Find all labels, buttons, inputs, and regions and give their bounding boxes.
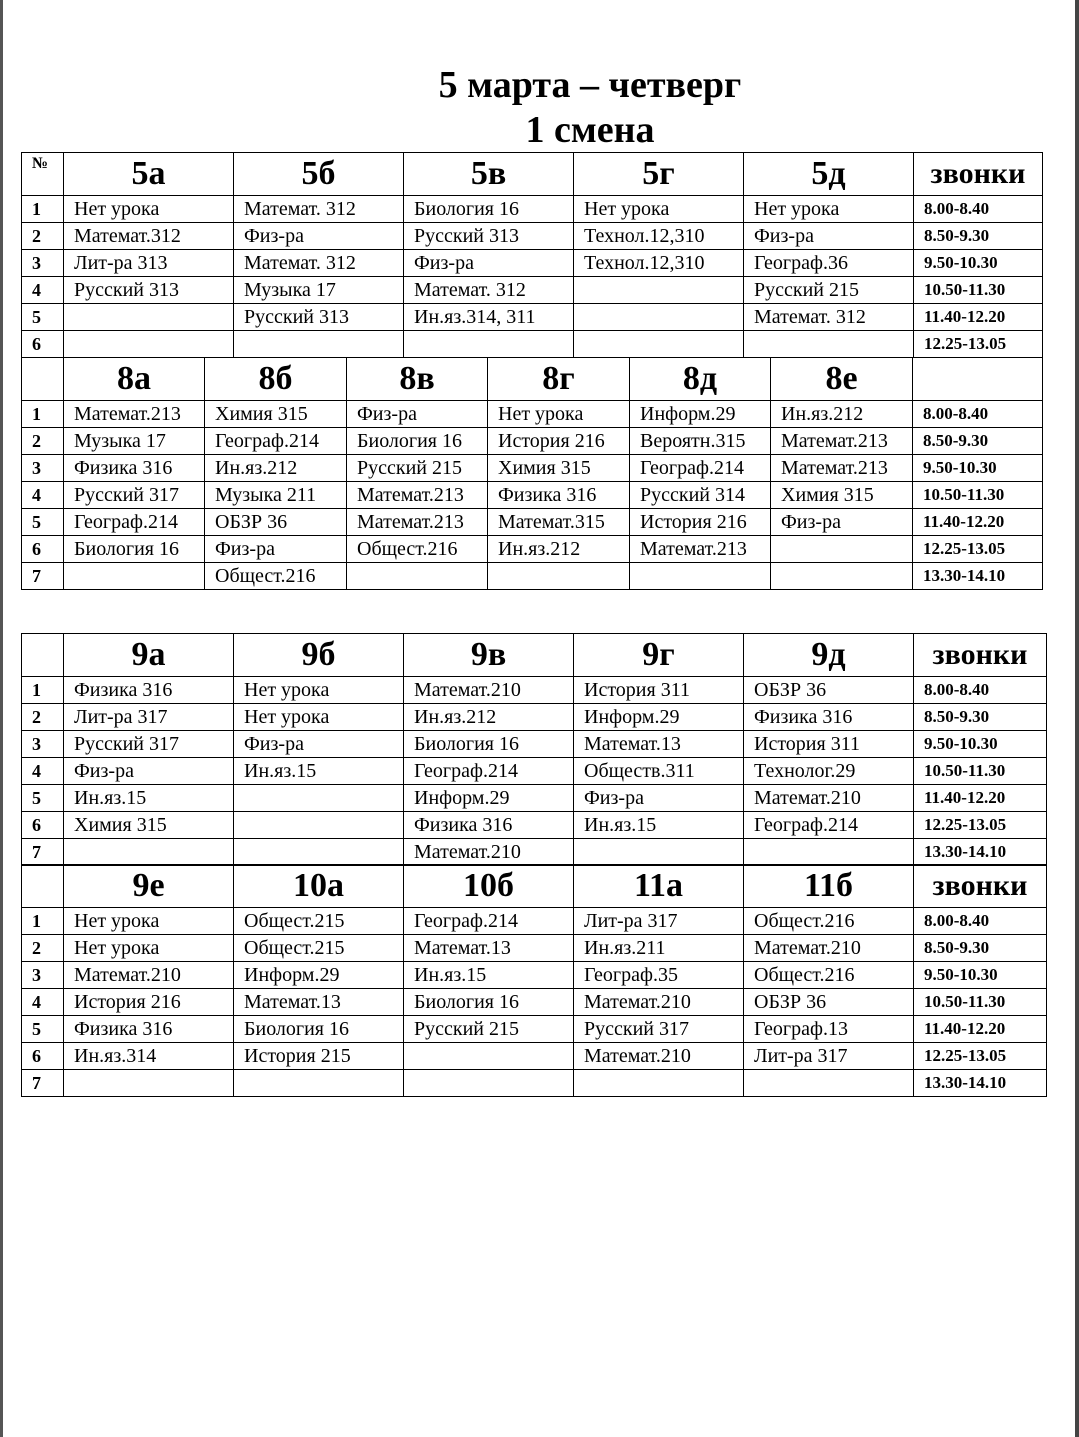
page-title: 5 марта – четверг [438, 64, 742, 106]
bell-time: 8.00-8.40 [913, 401, 1043, 428]
lesson-cell [234, 331, 404, 358]
lesson-row [22, 304, 1043, 331]
lesson-cell: Нет урока [234, 677, 404, 704]
lesson-number: 6 [22, 331, 64, 358]
lesson-cell: Математ.213 [630, 536, 771, 563]
lesson-cell: Ин.яз.212 [205, 455, 347, 482]
lesson-number: 4 [22, 758, 64, 785]
lesson-cell: Лит-ра 317 [744, 1043, 914, 1070]
lesson-cell: Биология 16 [404, 989, 574, 1016]
header-row [22, 153, 1043, 196]
lesson-cell: Ин.яз.314, 311 [404, 304, 574, 331]
lesson-cell: Биология 16 [404, 196, 574, 223]
page-edge-left [0, 0, 3, 1437]
lesson-cell: Музыка 17 [64, 428, 205, 455]
lesson-cell [64, 331, 234, 358]
lesson-cell: Физика 316 [744, 704, 914, 731]
lesson-cell [64, 1070, 234, 1097]
lesson-cell: Русский 314 [630, 482, 771, 509]
bell-time: 9.50-10.30 [913, 455, 1043, 482]
lesson-cell: Математ.210 [574, 1043, 744, 1070]
lesson-cell [234, 1070, 404, 1097]
lesson-cell: Общест.216 [744, 962, 914, 989]
number-header-cell [22, 634, 64, 677]
lesson-number: 7 [22, 839, 64, 866]
lesson-row [22, 758, 1047, 785]
lesson-cell [771, 563, 913, 590]
lesson-row [22, 455, 1043, 482]
lesson-cell: Математ.213 [771, 455, 913, 482]
class-header-cell: 8в [347, 358, 488, 401]
lesson-cell: Географ.214 [205, 428, 347, 455]
lesson-cell: Математ. 312 [234, 196, 404, 223]
lesson-row [22, 250, 1043, 277]
lesson-cell: Биология 16 [404, 731, 574, 758]
lesson-cell: Математ. 312 [404, 277, 574, 304]
lesson-cell: Математ.312 [64, 223, 234, 250]
lesson-cell: Физика 316 [64, 1016, 234, 1043]
lesson-row [22, 935, 1047, 962]
lesson-number: 4 [22, 277, 64, 304]
lesson-cell: Физика 316 [404, 812, 574, 839]
bell-time: 9.50-10.30 [914, 731, 1047, 758]
lesson-cell: Лит-ра 317 [64, 704, 234, 731]
class-header-cell: 10б [404, 865, 574, 908]
lesson-number: 7 [22, 1070, 64, 1097]
lesson-cell [64, 304, 234, 331]
page-subtitle: 1 смена [525, 109, 655, 151]
lesson-cell: Музыка 17 [234, 277, 404, 304]
lesson-number: 2 [22, 223, 64, 250]
lesson-cell: Химия 315 [771, 482, 913, 509]
lesson-cell: Математ. 312 [744, 304, 914, 331]
bell-time: 9.50-10.30 [914, 962, 1047, 989]
lesson-cell: Математ.13 [404, 935, 574, 962]
class-header-cell: 9е [64, 865, 234, 908]
lesson-cell: Музыка 211 [205, 482, 347, 509]
class-header-cell: 11б [744, 865, 914, 908]
lesson-cell [234, 812, 404, 839]
class-header-cell: 8а [64, 358, 205, 401]
lesson-cell [574, 331, 744, 358]
bells-header-cell: звонки [914, 634, 1047, 677]
lesson-cell: Математ.13 [574, 731, 744, 758]
lesson-cell: Математ.213 [347, 482, 488, 509]
lesson-cell: Ин.яз.211 [574, 935, 744, 962]
lesson-cell: Информ.29 [630, 401, 771, 428]
lesson-cell: История 311 [744, 731, 914, 758]
lesson-number: 7 [22, 563, 64, 590]
lesson-cell: Математ.210 [744, 935, 914, 962]
lesson-cell: Физ-ра [404, 250, 574, 277]
lesson-cell: Математ.13 [234, 989, 404, 1016]
bell-time: 13.30-14.10 [914, 839, 1047, 866]
lesson-row [22, 401, 1043, 428]
bell-time: 11.40-12.20 [914, 1016, 1047, 1043]
lesson-number: 1 [22, 908, 64, 935]
lesson-cell: Физ-ра [574, 785, 744, 812]
lesson-cell: Физика 316 [64, 677, 234, 704]
class-header-cell: 11а [574, 865, 744, 908]
lesson-cell: Физика 316 [488, 482, 630, 509]
lesson-row [22, 331, 1043, 358]
lesson-number: 3 [22, 455, 64, 482]
number-header-cell: № [22, 153, 64, 196]
bell-time: 12.25-13.05 [913, 536, 1043, 563]
lesson-cell: Нет урока [744, 196, 914, 223]
lesson-cell: Географ.214 [744, 812, 914, 839]
lesson-cell: Математ.210 [404, 839, 574, 866]
lesson-cell: Ин.яз.314 [64, 1043, 234, 1070]
lesson-cell: Нет урока [64, 908, 234, 935]
bell-time: 13.30-14.10 [914, 1070, 1047, 1097]
class-header-cell: 5а [64, 153, 234, 196]
lesson-cell: Русский 317 [64, 482, 205, 509]
lesson-cell: Физ-ра [744, 223, 914, 250]
lesson-cell [744, 331, 914, 358]
lesson-cell: История 216 [630, 509, 771, 536]
bell-time: 8.50-9.30 [913, 428, 1043, 455]
lesson-cell: Информ.29 [234, 962, 404, 989]
bell-time: 8.00-8.40 [914, 908, 1047, 935]
bells-header-cell [913, 358, 1043, 401]
class-header-cell: 5в [404, 153, 574, 196]
lesson-cell [404, 1043, 574, 1070]
lesson-cell: Лит-ра 317 [574, 908, 744, 935]
lesson-cell [488, 563, 630, 590]
bells-header-cell: звонки [914, 153, 1043, 196]
lesson-cell: Ин.яз.15 [64, 785, 234, 812]
lesson-cell: Математ.213 [64, 401, 205, 428]
lesson-cell: Технол.12,310 [574, 250, 744, 277]
lesson-cell: Химия 315 [64, 812, 234, 839]
lesson-cell: Информ.29 [404, 785, 574, 812]
lesson-row [22, 482, 1043, 509]
lesson-cell [574, 304, 744, 331]
lesson-cell: Вероятн.315 [630, 428, 771, 455]
lesson-cell: Математ.210 [64, 962, 234, 989]
lesson-cell: Русский 317 [64, 731, 234, 758]
bell-time: 12.25-13.05 [914, 331, 1043, 358]
lesson-cell: Русский 317 [574, 1016, 744, 1043]
lesson-number: 3 [22, 250, 64, 277]
bell-time: 12.25-13.05 [914, 812, 1047, 839]
lesson-cell: Технол.12,310 [574, 223, 744, 250]
lesson-cell: Физ-ра [234, 223, 404, 250]
lesson-row [22, 812, 1047, 839]
lesson-row [22, 704, 1047, 731]
lesson-cell: Русский 215 [404, 1016, 574, 1043]
class-header-cell: 10а [234, 865, 404, 908]
lesson-number: 4 [22, 989, 64, 1016]
lesson-row [22, 989, 1047, 1016]
lesson-cell: Физ-ра [234, 731, 404, 758]
lesson-cell: Обществ.311 [574, 758, 744, 785]
header-row [22, 865, 1047, 908]
lesson-cell: Ин.яз.15 [574, 812, 744, 839]
bell-time: 12.25-13.05 [914, 1043, 1047, 1070]
lesson-cell: Математ.213 [771, 428, 913, 455]
lesson-cell [574, 1070, 744, 1097]
lesson-row [22, 277, 1043, 304]
lesson-cell: Русский 313 [64, 277, 234, 304]
lesson-number: 1 [22, 677, 64, 704]
class-header-cell: 8д [630, 358, 771, 401]
lesson-number: 5 [22, 1016, 64, 1043]
lesson-number: 1 [22, 401, 64, 428]
lesson-cell: Географ.13 [744, 1016, 914, 1043]
lesson-row [22, 1043, 1047, 1070]
lesson-cell [574, 839, 744, 866]
lesson-cell: История 216 [488, 428, 630, 455]
class-header-cell: 8г [488, 358, 630, 401]
lesson-cell [404, 1070, 574, 1097]
lesson-cell: Физика 316 [64, 455, 205, 482]
lesson-number: 5 [22, 304, 64, 331]
lesson-cell: История 215 [234, 1043, 404, 1070]
lesson-number: 5 [22, 509, 64, 536]
lesson-cell [744, 839, 914, 866]
lesson-cell: Физ-ра [347, 401, 488, 428]
bell-time: 11.40-12.20 [914, 304, 1043, 331]
lesson-cell: Географ.214 [630, 455, 771, 482]
bell-time: 9.50-10.30 [914, 250, 1043, 277]
lesson-cell: Географ.35 [574, 962, 744, 989]
lesson-cell: Математ.213 [347, 509, 488, 536]
lesson-cell: Русский 313 [404, 223, 574, 250]
schedule-table-grade8 [21, 357, 1043, 590]
lesson-row [22, 509, 1043, 536]
lesson-cell [744, 1070, 914, 1097]
schedule-table-grade9 [21, 633, 1047, 866]
lesson-cell: Общест.216 [347, 536, 488, 563]
lesson-number: 3 [22, 731, 64, 758]
page-edge-right [1075, 0, 1079, 1437]
lesson-cell: Географ.214 [64, 509, 205, 536]
class-header-cell: 5б [234, 153, 404, 196]
bell-time: 8.50-9.30 [914, 704, 1047, 731]
bell-time: 13.30-14.10 [913, 563, 1043, 590]
lesson-row [22, 196, 1043, 223]
lesson-cell [234, 785, 404, 812]
lesson-cell [630, 563, 771, 590]
lesson-cell: Биология 16 [234, 1016, 404, 1043]
lesson-row [22, 536, 1043, 563]
lesson-number: 4 [22, 482, 64, 509]
lesson-cell [234, 839, 404, 866]
lesson-row [22, 731, 1047, 758]
lesson-cell: Физ-ра [771, 509, 913, 536]
lesson-cell: Нет урока [64, 196, 234, 223]
lesson-cell: Нет урока [574, 196, 744, 223]
bells-header-cell: звонки [914, 865, 1047, 908]
lesson-cell: Нет урока [64, 935, 234, 962]
bell-time: 11.40-12.20 [913, 509, 1043, 536]
lesson-cell: Ин.яз.212 [488, 536, 630, 563]
lesson-row [22, 839, 1047, 866]
bell-time: 8.50-9.30 [914, 935, 1047, 962]
lesson-number: 6 [22, 812, 64, 839]
lesson-cell: ОБЗР 36 [205, 509, 347, 536]
class-header-cell: 5д [744, 153, 914, 196]
lesson-cell: Химия 315 [205, 401, 347, 428]
lesson-cell: Ин.яз.212 [404, 704, 574, 731]
class-header-cell: 9б [234, 634, 404, 677]
lesson-cell: Русский 215 [347, 455, 488, 482]
lesson-cell: Общест.216 [205, 563, 347, 590]
schedule-table-senior [21, 864, 1047, 1097]
lesson-cell: Общест.215 [234, 908, 404, 935]
lesson-row [22, 223, 1043, 250]
lesson-cell [771, 536, 913, 563]
lesson-cell: Лит-ра 313 [64, 250, 234, 277]
lesson-cell: Математ.210 [404, 677, 574, 704]
lesson-number: 5 [22, 785, 64, 812]
lesson-cell: История 216 [64, 989, 234, 1016]
lesson-number: 1 [22, 196, 64, 223]
lesson-cell: Географ.214 [404, 758, 574, 785]
lesson-cell [64, 563, 205, 590]
schedule-table-grade5 [21, 152, 1043, 358]
lesson-number: 6 [22, 1043, 64, 1070]
lesson-row [22, 962, 1047, 989]
lesson-row [22, 785, 1047, 812]
lesson-cell: Географ.36 [744, 250, 914, 277]
lesson-number: 2 [22, 704, 64, 731]
bell-time: 10.50-11.30 [914, 277, 1043, 304]
bell-time: 10.50-11.30 [914, 989, 1047, 1016]
lesson-cell [574, 277, 744, 304]
lesson-cell: Нет урока [488, 401, 630, 428]
bell-time: 8.00-8.40 [914, 196, 1043, 223]
lesson-cell: Ин.яз.212 [771, 401, 913, 428]
lesson-cell: Географ.214 [404, 908, 574, 935]
lesson-cell: Химия 315 [488, 455, 630, 482]
lesson-cell [347, 563, 488, 590]
lesson-cell: Математ. 312 [234, 250, 404, 277]
lesson-number: 6 [22, 536, 64, 563]
lesson-cell: Биология 16 [64, 536, 205, 563]
number-header-cell [22, 358, 64, 401]
lesson-row [22, 677, 1047, 704]
lesson-cell: История 311 [574, 677, 744, 704]
lesson-cell: Ин.яз.15 [234, 758, 404, 785]
lesson-row [22, 908, 1047, 935]
lesson-cell: Русский 313 [234, 304, 404, 331]
lesson-number: 2 [22, 428, 64, 455]
header-row [22, 634, 1047, 677]
lesson-cell: Общест.215 [234, 935, 404, 962]
class-header-cell: 8б [205, 358, 347, 401]
class-header-cell: 9в [404, 634, 574, 677]
lesson-cell: Русский 215 [744, 277, 914, 304]
lesson-cell [64, 839, 234, 866]
lesson-cell: Физ-ра [205, 536, 347, 563]
header-row [22, 358, 1043, 401]
lesson-row [22, 1016, 1047, 1043]
class-header-cell: 9а [64, 634, 234, 677]
lesson-cell: Ин.яз.15 [404, 962, 574, 989]
lesson-cell: ОБЗР 36 [744, 677, 914, 704]
bell-time: 8.50-9.30 [914, 223, 1043, 250]
class-header-cell: 9д [744, 634, 914, 677]
lesson-row [22, 563, 1043, 590]
lesson-cell: Биология 16 [347, 428, 488, 455]
lesson-cell: Общест.216 [744, 908, 914, 935]
class-header-cell: 5г [574, 153, 744, 196]
lesson-row [22, 1070, 1047, 1097]
lesson-cell: Математ.210 [574, 989, 744, 1016]
bell-time: 10.50-11.30 [913, 482, 1043, 509]
lesson-cell: Физ-ра [64, 758, 234, 785]
lesson-cell: Информ.29 [574, 704, 744, 731]
class-header-cell: 9г [574, 634, 744, 677]
lesson-cell: Математ.210 [744, 785, 914, 812]
lesson-cell: Математ.315 [488, 509, 630, 536]
lesson-cell [404, 331, 574, 358]
lesson-cell: Нет урока [234, 704, 404, 731]
lesson-number: 3 [22, 962, 64, 989]
lesson-cell: Технолог.29 [744, 758, 914, 785]
lesson-number: 2 [22, 935, 64, 962]
lesson-cell: ОБЗР 36 [744, 989, 914, 1016]
bell-time: 8.00-8.40 [914, 677, 1047, 704]
lesson-row [22, 428, 1043, 455]
bell-time: 10.50-11.30 [914, 758, 1047, 785]
number-header-cell [22, 865, 64, 908]
bell-time: 11.40-12.20 [914, 785, 1047, 812]
class-header-cell: 8е [771, 358, 913, 401]
